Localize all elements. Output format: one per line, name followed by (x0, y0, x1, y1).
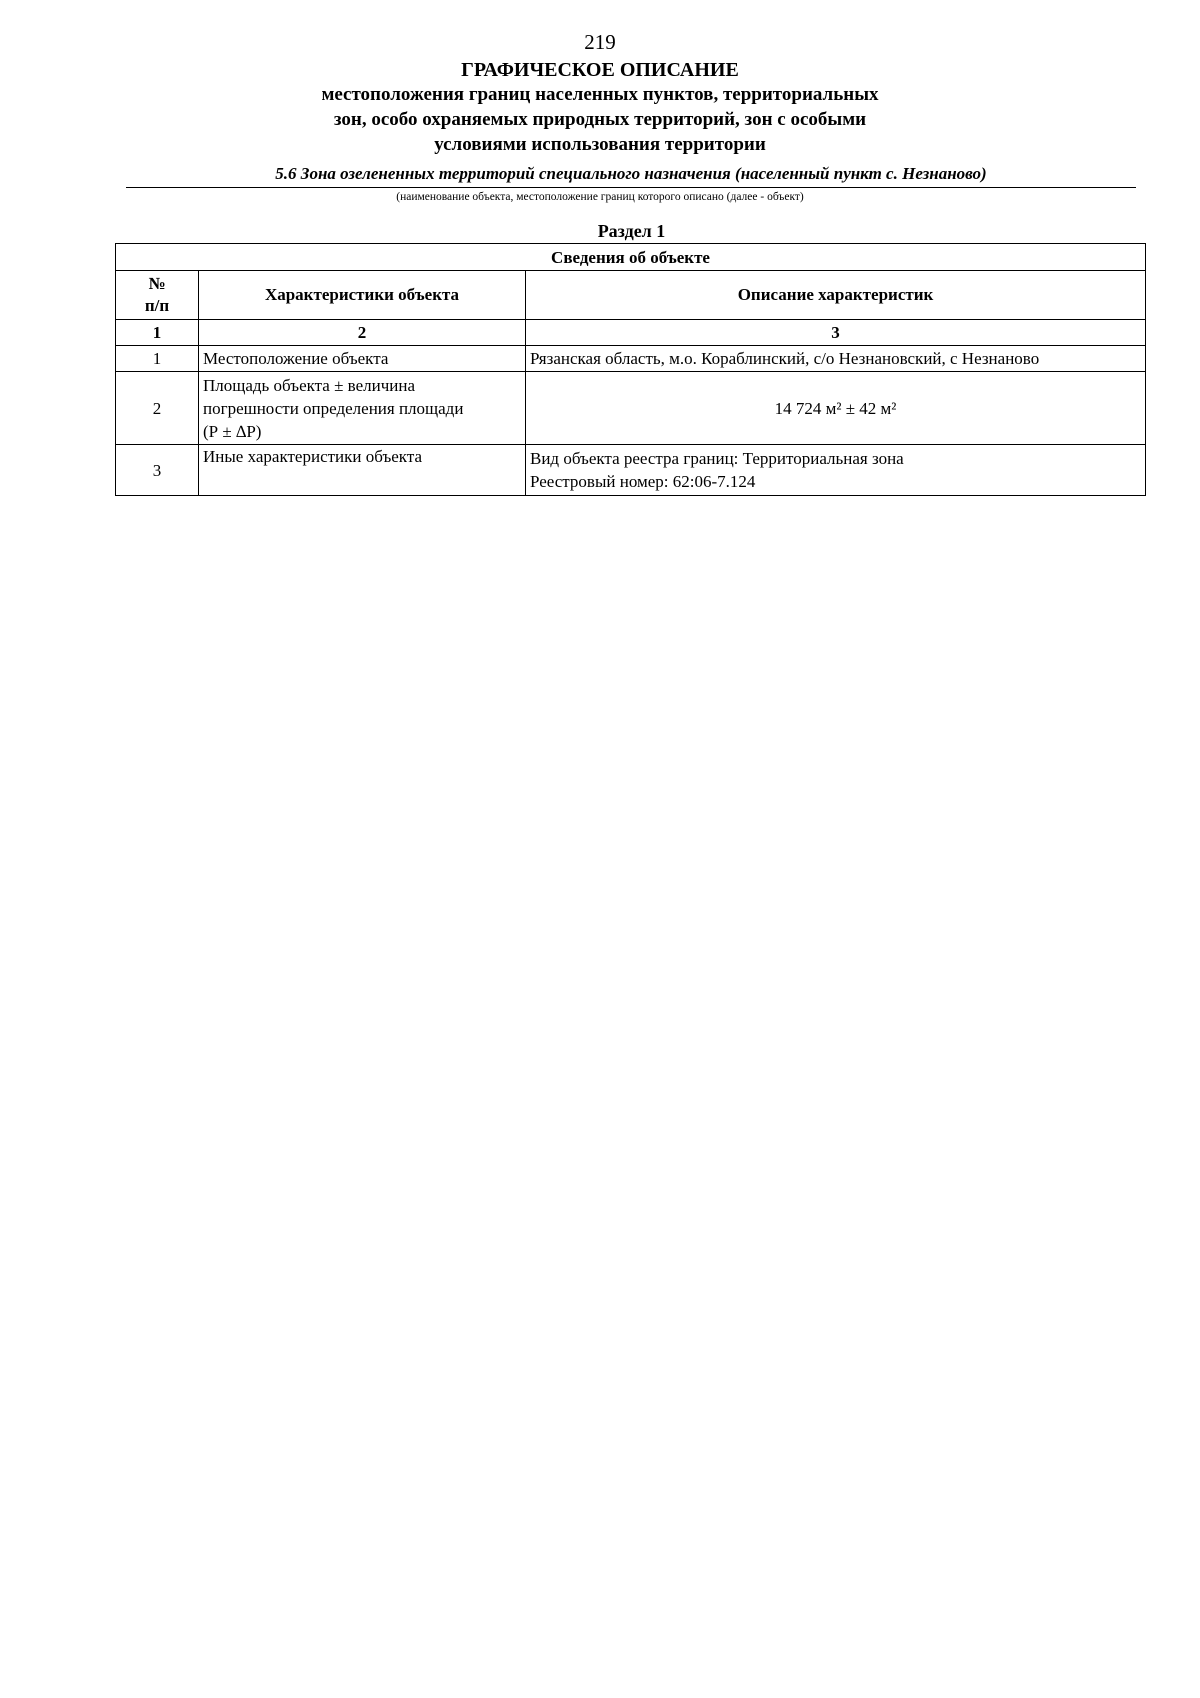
header-characteristics: Характеристики объекта (199, 271, 526, 320)
subtitle-line: условиями использования территории (434, 134, 766, 155)
row-number: 1 (116, 346, 199, 372)
row-characteristic (199, 445, 526, 496)
row-number: 2 (116, 372, 199, 445)
object-name-caption: (наименование объекта, местоположение границ которого описано (далее - объект) (396, 191, 804, 203)
page-number: 219 (584, 30, 616, 54)
characteristic-line: Иные характеристики объекта (203, 447, 423, 466)
column-number-row (116, 320, 1146, 346)
characteristic-line: погрешности определения площади (203, 398, 464, 418)
section-title: Раздел 1 (597, 221, 666, 241)
table-caption-row (116, 244, 1146, 271)
row-number: 3 (116, 445, 199, 496)
row-description (526, 445, 1146, 496)
characteristic-line: (Р ± ∆Р) (203, 421, 262, 441)
row-description (526, 346, 1146, 372)
table-row (116, 445, 1146, 496)
column-number: 2 (199, 320, 526, 346)
characteristic-line: Площадь объекта ± величина (203, 375, 416, 395)
document-title: ГРАФИЧЕСКОЕ ОПИСАНИЕ (461, 59, 739, 81)
column-number: 3 (526, 320, 1146, 346)
description-line: Рязанская область, м.о. Кораблинский, с/о Незнановский, с Незнаново (530, 349, 1040, 368)
object-info-table (115, 243, 1146, 496)
column-number: 1 (116, 320, 199, 346)
header-description: Описание характеристик (526, 271, 1146, 320)
table-header-row (116, 271, 1146, 320)
row-description (526, 372, 1146, 445)
table-row (116, 372, 1146, 445)
header-number-abbr: п/п (144, 296, 170, 315)
document-subtitle (0, 82, 1200, 157)
description-line: Реестровый номер: 62:06-7.124 (530, 472, 756, 491)
subtitle-line: местоположения границ населенных пунктов, территориальных (321, 84, 879, 105)
header-number (116, 271, 199, 320)
table-row (116, 346, 1146, 372)
row-characteristic (199, 346, 526, 372)
subtitle-line: зон, особо охраняемых природных территорий, зон с особыми (333, 109, 867, 130)
object-name: 5.6 Зона озелененных территорий специального назначения (населенный пункт с. Незнаново) (275, 164, 987, 183)
header-number-symbol: № (148, 274, 166, 293)
table-caption: Сведения об объекте (116, 244, 1146, 271)
description-line: 14 724 м² ± 42 м² (774, 398, 897, 418)
characteristic-line: Местоположение объекта (203, 349, 389, 368)
row-characteristic (199, 372, 526, 445)
description-line: Вид объекта реестра границ: Территориальная зона (530, 449, 904, 468)
object-name-underline (126, 187, 1136, 188)
